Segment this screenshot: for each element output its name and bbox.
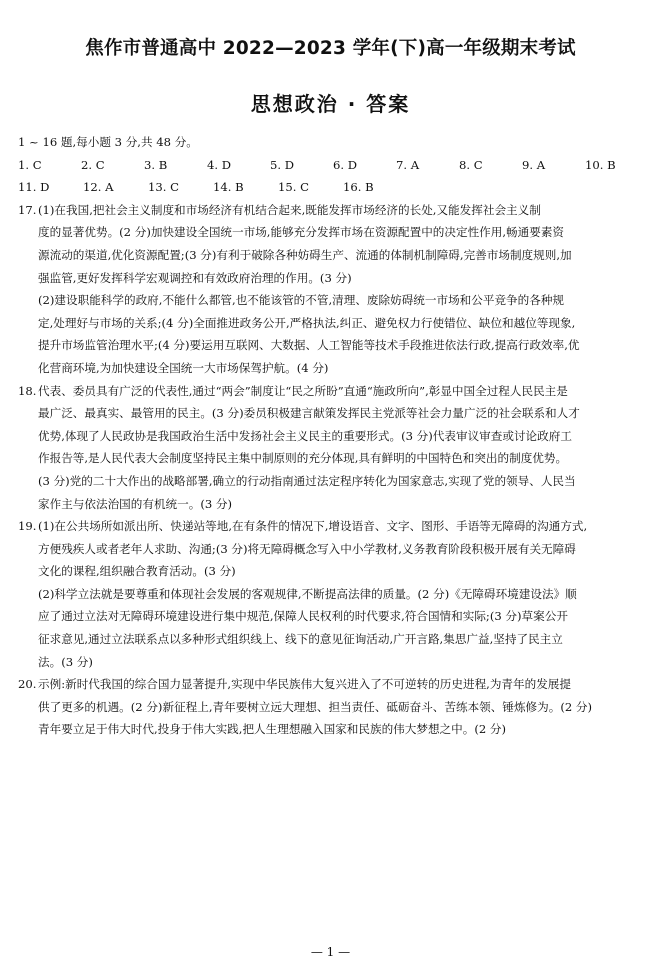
answer-line: 应了通过立法对无障碍环境建设进行集中规范,保障人民权利的时代要求,符合国情和实际;(3 分)草案公开 xyxy=(38,609,568,624)
page-number: — 1 — xyxy=(310,945,351,959)
question-number: 17. xyxy=(18,202,37,217)
answer-line: 源流动的渠道,优化资源配置;(3 分)有利于破除各种妨碍生产、流通的体制机制障碍,完善市场制度规则,加 xyxy=(38,247,572,262)
answer-line: (2)科学立法就是要尊重和体现社会发展的客观规律,不断提高法律的质量。(2 分)《无障碍环境建设法》顺 xyxy=(38,586,577,601)
choice-answer: 12. A xyxy=(83,180,114,195)
answer-line: 作报告等,是人民代表大会制度坚持民主集中制原则的充分体现,具有鲜明的中国特色和突出的制度优势。 xyxy=(38,451,568,466)
answer-line: 定,处理好与市场的关系;(4 分)全面推进政务公开,严格执法,纠正、避免权力行使错位、缺位和越位等现象, xyxy=(38,315,576,330)
answer-line: 供了更多的机遇。(2 分)新征程上,青年要树立远大理想、担当责任、砥砺奋斗、苦练本领、锤炼修为。(2 分) xyxy=(38,699,593,714)
choice-answer: 11. D xyxy=(18,180,50,195)
choice-answer: 14. B xyxy=(213,180,244,195)
question-17 xyxy=(18,199,648,380)
choice-answer: 5. D xyxy=(270,157,295,172)
choice-answer: 6. D xyxy=(333,157,358,172)
answer-line: 提升市场监管治理水平;(4 分)要运用互联网、大数据、人工智能等技术手段推进依法行政,提高行政效率,优 xyxy=(38,338,580,353)
question-19 xyxy=(18,515,648,673)
exam-title: 焦作市普通高中 2022—2023 学年(下)高一年级期末考试 xyxy=(85,38,576,59)
choice-intro: 1 ~ 16 题,每小题 3 分,共 48 分。 xyxy=(18,135,198,149)
choice-answer: 9. A xyxy=(522,157,546,172)
exam-subtitle: 思想政治 · 答案 xyxy=(250,92,411,116)
question-number: 19. xyxy=(18,519,37,534)
choice-answer: 3. B xyxy=(144,157,168,172)
choice-answer: 1. C xyxy=(18,157,42,172)
answer-line: 度的显著优势。(2 分)加快建设全国统一市场,能够充分发挥市场在资源配置中的决定性作用,畅通要素资 xyxy=(38,225,565,240)
choice-answer: 2. C xyxy=(81,157,105,172)
choice-answer: 8. C xyxy=(459,157,483,172)
choice-answer: 4. D xyxy=(207,157,232,172)
answer-line: 化营商环境,为加快建设全国统一大市场保驾护航。(4 分) xyxy=(38,360,329,375)
answer-line: (3 分)党的二十大作出的战略部署,确立的行动指南通过法定程序转化为国家意志,实现了党的领导、人民当 xyxy=(38,473,576,488)
choice-answer: 15. C xyxy=(278,180,309,195)
answer-line: (1)在公共场所如派出所、快递站等地,在有条件的情况下,增设语音、文字、图形、手语等无障碍的沟通方式, xyxy=(38,519,588,534)
answer-line: 最广泛、最真实、最管用的民主。(3 分)委员积极建言献策发挥民主党派等社会力量广泛的社会联系和人才 xyxy=(38,406,580,421)
answer-line: (2)建设职能科学的政府,不能什么都管,也不能该管的不管,清理、废除妨碍统一市场和公平竞争的各种规 xyxy=(38,293,565,308)
answer-line: 法。(3 分) xyxy=(38,654,93,669)
answer-line: 青年要立足于伟大时代,投身于伟大实践,把人生理想融入国家和民族的伟大梦想之中。(2 分) xyxy=(38,722,507,737)
choice-answer: 10. B xyxy=(585,157,616,172)
question-number: 20. xyxy=(18,677,37,692)
choice-row-2 xyxy=(18,176,648,199)
choice-row-1 xyxy=(18,154,648,177)
question-20 xyxy=(18,673,648,741)
choice-answer: 7. A xyxy=(396,157,420,172)
question-18 xyxy=(18,380,648,516)
answer-line: (1)在我国,把社会主义制度和市场经济有机结合起来,既能发挥市场经济的长处,又能发挥社会主义制 xyxy=(38,202,541,217)
answer-line: 征求意见,通过立法联系点以多种形式组织线上、线下的意见征询活动,广开言路,集思广益,坚持了民主立 xyxy=(38,632,563,647)
answer-line: 文化的课程,组织融合教育活动。(3 分) xyxy=(38,564,236,579)
answer-line: 家作主与依法治国的有机统一。(3 分) xyxy=(38,496,233,511)
answer-line: 代表、委员具有广泛的代表性,通过“两会”制度让“民之所盼”直通“施政所向”,彰显中国全过程人民民主是 xyxy=(38,383,568,398)
answer-line: 优势,体现了人民政协是我国政治生活中发扬社会主义民主的重要形式。(3 分)代表审议审查或讨论政府工 xyxy=(38,428,572,443)
choice-answer: 16. B xyxy=(343,180,374,195)
question-number: 18. xyxy=(18,383,37,398)
answer-body xyxy=(18,131,648,741)
answer-line: 示例:新时代我国的综合国力显著提升,实现中华民族伟大复兴进入了不可逆转的历史进程,为青年的发展提 xyxy=(38,677,571,692)
answer-line: 强监管,更好发挥科学宏观调控和有效政府治理的作用。(3 分) xyxy=(38,270,352,285)
choice-answer: 13. C xyxy=(148,180,179,195)
answer-line: 方便残疾人或者老年人求助、沟通;(3 分)将无障碍概念写入中小学教材,义务教育阶段积极开展有关无障碍 xyxy=(38,541,576,556)
